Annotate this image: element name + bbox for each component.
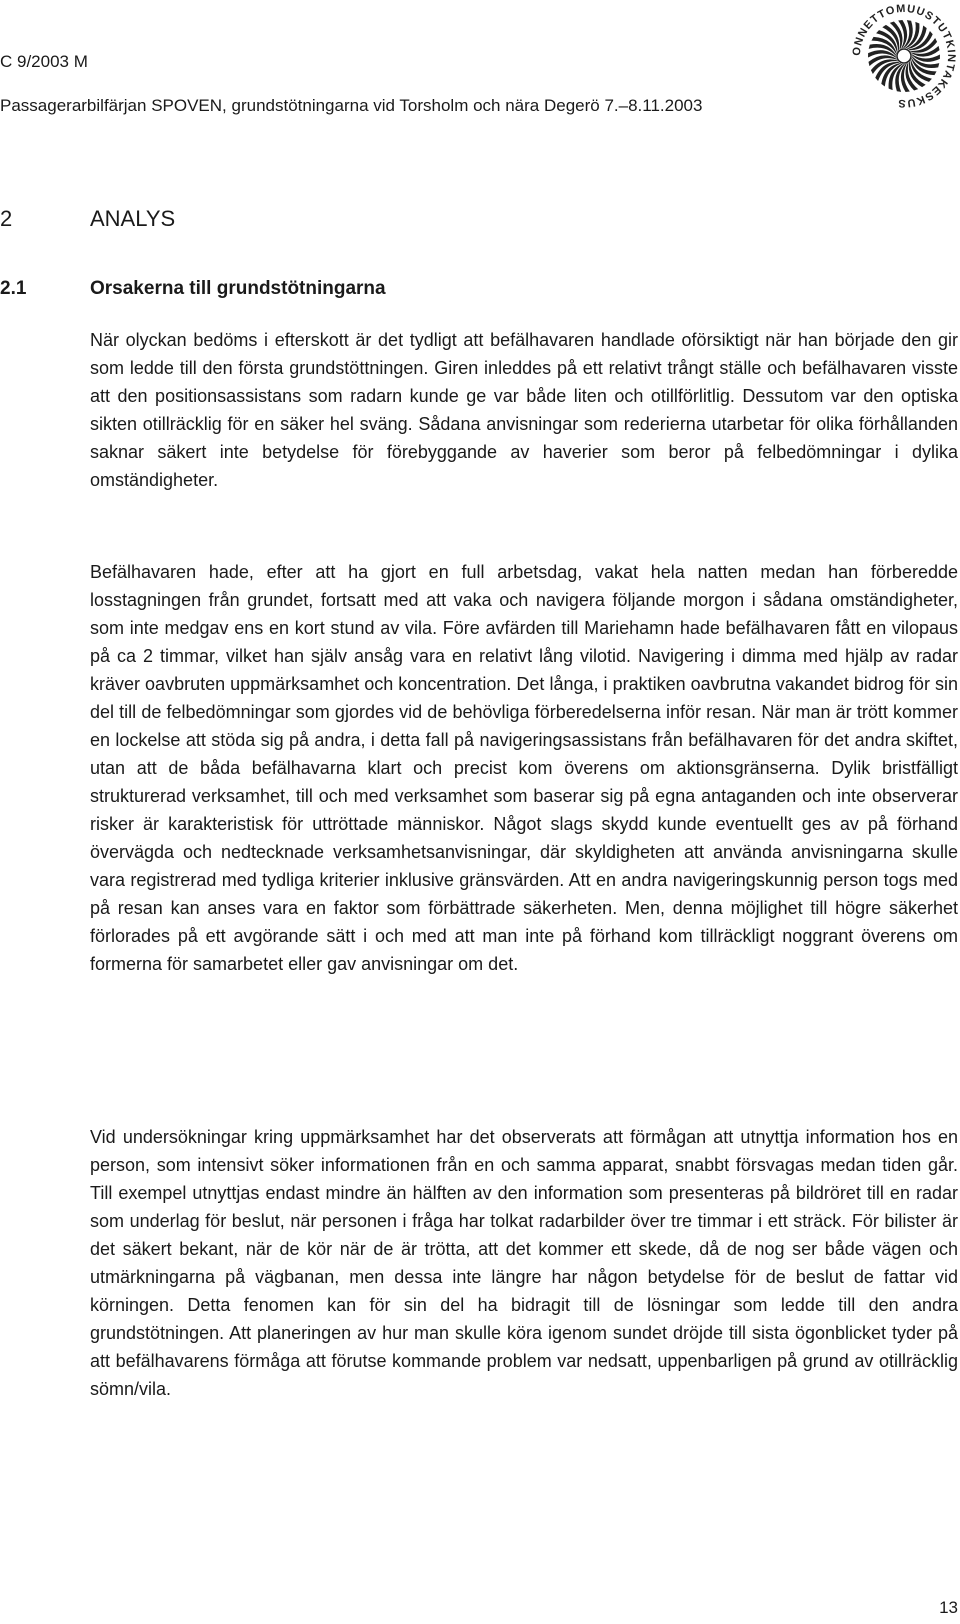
section-number: 2 xyxy=(0,206,13,231)
accident-investigation-board-logo xyxy=(848,0,960,112)
report-title: Passagerarbilfärjan SPOVEN, grundstötningarna vid Torsholm och nära Degerö 7.–8.11.2003 xyxy=(0,96,703,115)
paragraph: När olyckan bedöms i efterskott är det tydligt att befälhavaren handlade oförsiktigt när han började den gir som ledde till den första grundstöttningen. Giren inleddes på ett relativt trångt ställe och befälhavaren visste att den positionsassistans som radarn kunde ge var både liten och otillförlitlig. Dessutom var den optiska sikten otillräcklig för en säker hel sväng. Sådana anvisningar som rederierna utarbetar för olika förhållanden saknar säkert inte betydelse för förebyggande av haverier som beror på felbedömningar i dylika omständigheter. xyxy=(90,330,958,490)
subsection-heading xyxy=(0,278,386,300)
report-code: C 9/2003 M xyxy=(0,52,88,71)
subsection-number: 2.1 xyxy=(0,278,27,299)
section-heading xyxy=(0,206,175,232)
paragraph: Befälhavaren hade, efter att ha gjort en full arbetsdag, vakat hela natten medan han förberedde losstagningen från grundet, fortsatt med att vaka och navigera följande morgon i sådana omständigheter, som inte medgav ens en kort stund av vila. Före avfärden till Mariehamn hade befälhavaren fått en vilopaus på ca 2 timmar, vilket han själv ansåg vara en relativt lång vilotid. Navigering i dimma med hjälp av radar kräver oavbruten uppmärksamhet och koncentration. Det långa, i praktiken oavbrutna vakandet bidrog för sin del till de felbedömningar som gjordes vid de behövliga förberedelserna inför resan. När man är trött kommer en lockelse att stöda sig på andra, i detta fall på navigeringsassistans från befälhavaren för det andra skiftet, utan att de båda befälhavarna klart och precist kom överens om aktionsgränserna. Dylik bristfälligt strukturerad verksamhet, till och med verksamhet som baserar sig på egna antaganden och inte observerar risker är karakteristisk för uttröttade människor. Något slags skydd kunde eventuellt ges av på förhand övervägda och nedtecknade verksamhetsanvisningar, där skyldigheten att använda anvisningarna skulle vara registrerad med tydliga kriterier inklusive gränsvärden. Att en andra navigeringskunnig person togs med på resan kan anses vara en faktor som förbättrade säkerheten. Men, denna möjlighet till högre säkerhet förlorades på ett avgörande sätt i och med att man inte på förhand kom tillräckligt noggrant överens om formerna för samarbetet eller gav anvisningar om det. xyxy=(90,562,958,974)
page-number: 13 xyxy=(939,1598,958,1617)
logo-ring-text: ONNETTOMUUSTUTKINTAKESKUS xyxy=(850,2,958,110)
subsection-title: Orsakerna till grundstötningarna xyxy=(90,278,386,299)
section-title: ANALYS xyxy=(90,206,176,231)
paragraph: Vid undersökningar kring uppmärksamhet har det observerats att förmågan att utnyttja information hos en person, som intensivt söker informationen från en och samma apparat, snabbt försvagas medan tiden går. Till exempel utnyttjas endast mindre än hälften av den information som presenteras på bildröret till en radar som underlag för beslut, när personen i fråga har tolkat radarbilder över tre timmar i ett sträck. För bilister är det säkert bekant, när de kör när de är trötta, att det kommer ett skede, då de nog ser både vägen och utmärkningarna på vägbanan, men dessa inte längre har någon betydelse för de beslut de fattar vid körningen. Detta fenomen kan för sin del ha bidragit till de lösningar som ledde till den andra grundstötningen. Att planeringen av hur man skulle köra igenom sundet dröjde till sista ögonblicket tyder på att befälhavarens förmåga att förutse kommande problem var nedsatt, uppenbarligen på grund av otillräcklig sömn/vila. xyxy=(90,1127,958,1399)
